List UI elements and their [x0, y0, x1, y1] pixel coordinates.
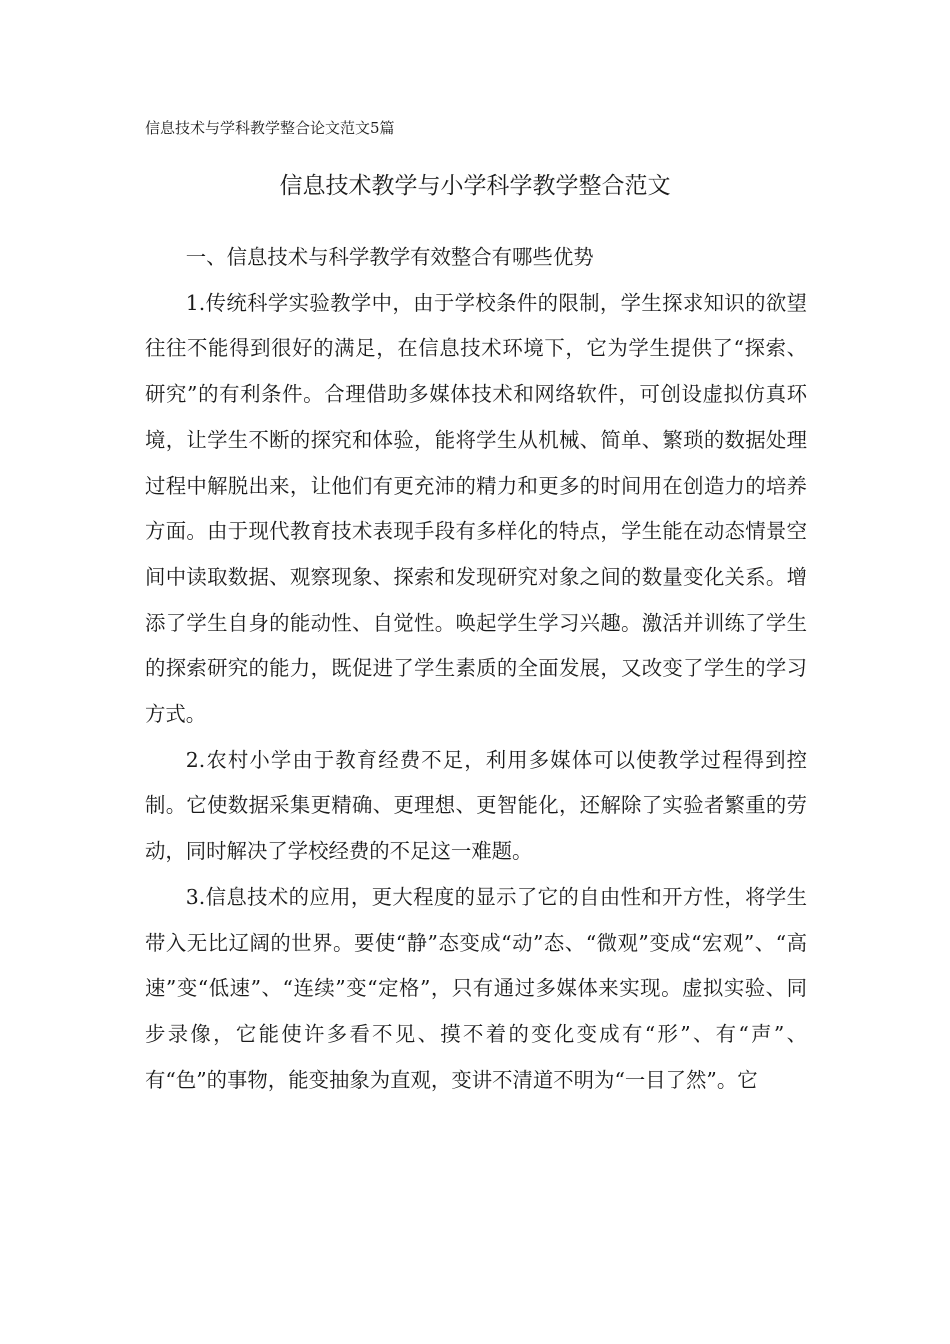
- document-title: 信息技术教学与小学科学教学整合范文: [279, 173, 671, 199]
- paragraph-2: 2.农村小学由于教育经费不足，利用多媒体可以使教学过程得到控制。它使数据采集更精确、更理想、更智能化，还解除了实验者繁重的劳动，同时解决了学校经费的不足这一难题。: [145, 747, 807, 864]
- document-body: [145, 235, 807, 1103]
- paragraph-3: 3.信息技术的应用，更大程度的显示了它的自由性和开方性，将学生带入无比辽阔的世界。要使“静”态变成“动”态、“微观”变成“宏观”、“高速”变“低速”、“连续”变“定格”，只有通过多媒体来实现。虚拟实验、同步录像，它能使许多看不见、摸不着的变化变成有“形”、有“声”、有“色”的事物，能变抽象为直观，变讲不清道不明为“一目了然”。它: [145, 884, 807, 1092]
- document-header: 信息技术与学科教学整合论文范文5篇: [145, 119, 395, 137]
- section-heading: 一、信息技术与科学教学有效整合有哪些优势: [185, 245, 594, 269]
- paragraph-1: 1.传统科学实验教学中，由于学校条件的限制，学生探求知识的欲望往往不能得到很好的满足，在信息技术环境下，它为学生提供了“探索、研究”的有利条件。合理借助多媒体技术和网络软件，可创设虚拟仿真环境，让学生不断的探究和体验，能将学生从机械、简单、繁琐的数据处理过程中解脱出来，让他们有更充沛的精力和更多的时间用在创造力的培养方面。由于现代教育技术表现手段有多样化的特点，学生能在动态情景空间中读取数据、观察现象、探索和发现研究对象之间的数量变化关系。增添了学生自身的能动性、自觉性。唤起学生学习兴趣。激活并训练了学生的探索研究的能力，既促进了学生素质的全面发展，又改变了学生的学习方式。: [145, 290, 807, 727]
